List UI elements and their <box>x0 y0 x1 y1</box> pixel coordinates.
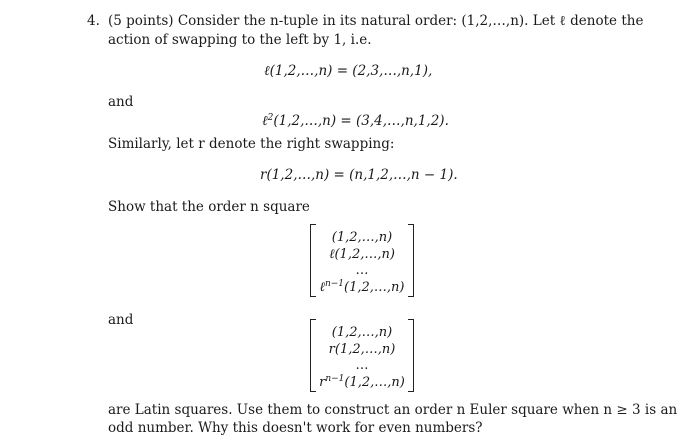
equation-right-swap: r(1,2,…,n) = (n,1,2,…,n − 1). <box>260 167 458 183</box>
matrix-left-row1: (1,2,…,n) <box>331 230 393 245</box>
matrix-right-row3: … <box>355 358 369 373</box>
equation-left-swap-squared: ℓ$^2$(1,2,…,n) = (3,4,…,n,1,2). <box>262 113 449 129</box>
matrix-right <box>310 319 414 392</box>
problem-statement-line1: (5 points) Consider the n-tuple in its natural order: (1,2,…,n). Let ℓ denote the <box>108 13 644 29</box>
matrix-left-row2: ℓ(1,2,…,n) <box>329 247 395 262</box>
conclusion-line2: odd number. Why this doesn't work for even numbers? <box>108 420 483 436</box>
similarly-text: Similarly, let r denote the right swapping: <box>108 136 395 152</box>
matrix-left-row3: … <box>355 263 369 278</box>
matrix-right-row1: (1,2,…,n) <box>331 325 393 340</box>
conclusion-line1: are Latin squares. Use them to construct an order n Euler square when n ≥ 3 is an <box>108 402 678 418</box>
problem-statement-line2: action of swapping to the left by 1, i.e. <box>108 32 372 48</box>
matrix-left-row4: ℓ$^{n-1}$(1,2,…,n) <box>319 279 405 295</box>
matrix-right-row4: $r^{n-1}(1,2,\dots,n)$ <box>319 374 405 390</box>
matrix-left <box>310 224 414 297</box>
matrix-right-row2: r(1,2,…,n) <box>328 342 396 357</box>
problem-number: 4. <box>87 13 100 29</box>
and-text-2: and <box>108 312 134 328</box>
show-text: Show that the order n square <box>108 199 310 215</box>
and-text-1: and <box>108 94 134 110</box>
equation-left-swap: ℓ(1,2,…,n) = (2,3,…,n,1), <box>264 63 433 79</box>
